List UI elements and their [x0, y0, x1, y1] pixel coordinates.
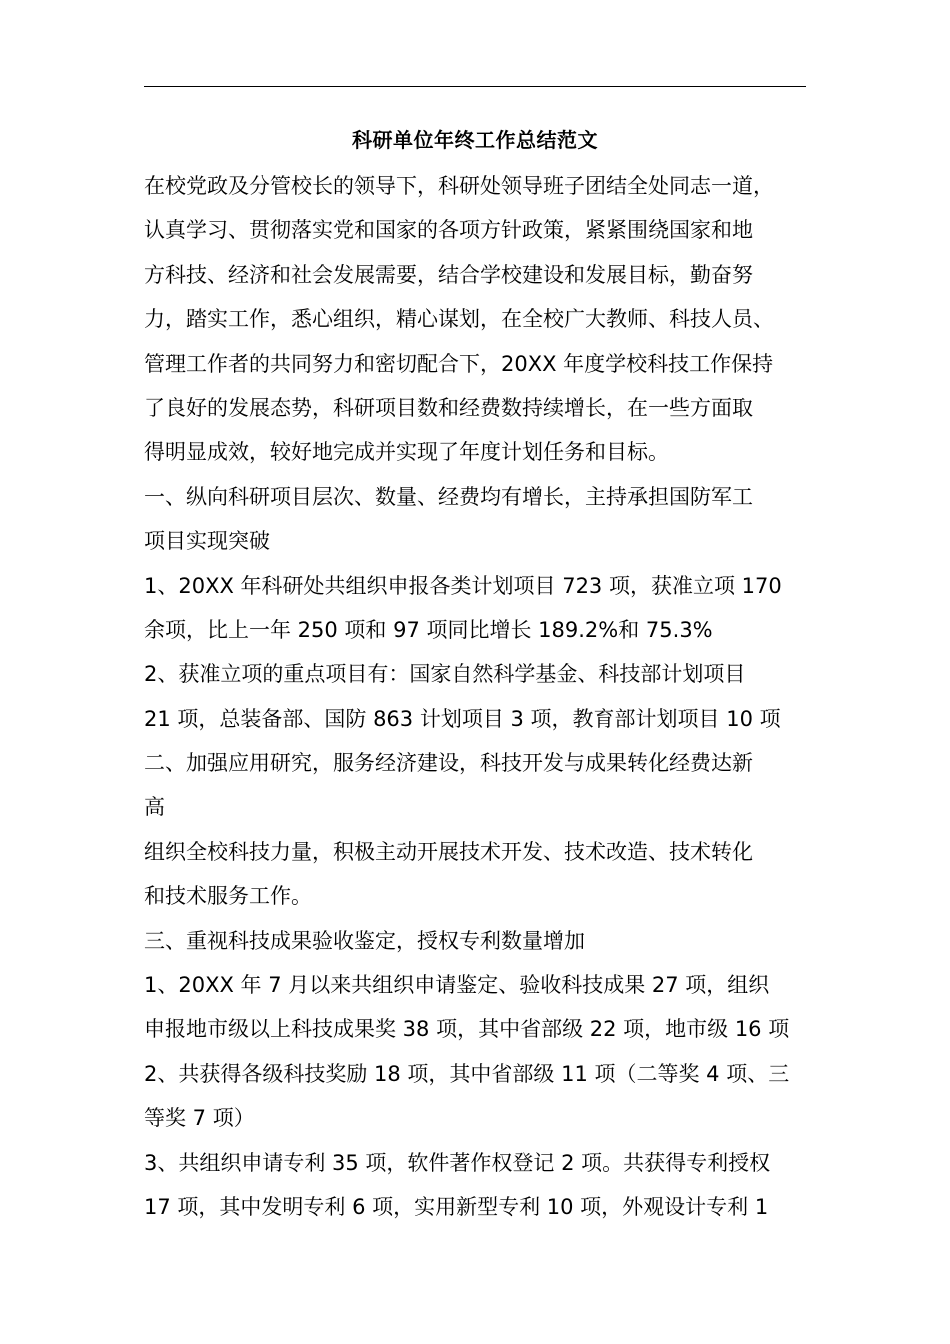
body-line: 1、20XX 年 7 月以来共组织申请鉴定、验收科技成果 27 项，组织 — [144, 973, 770, 998]
body-line: 组织全校科技力量，积极主动开展技术开发、技术改造、技术转化 — [144, 839, 753, 864]
body-line: 项目实现突破 — [144, 529, 270, 554]
body-line: 申报地市级以上科技成果奖 38 项，其中省部级 22 项，地市级 16 项 — [144, 1017, 790, 1042]
document-title: 科研单位年终工作总结范文 — [352, 128, 598, 152]
body-line: 余项，比上一年 250 项和 97 项同比增长 189.2%和 75.3% — [144, 617, 713, 642]
body-line: 高 — [144, 795, 165, 820]
body-line: 2、共获得各级科技奖励 18 项，其中省部级 11 项（二等奖 4 项、三 — [144, 1061, 790, 1086]
document-body — [144, 164, 810, 1229]
body-line: 在校党政及分管校长的领导下，科研处领导班子团结全处同志一道， — [144, 174, 774, 198]
body-line: 21 项，总装备部、国防 863 计划项目 3 项，教育部计划项目 10 项 — [144, 706, 781, 731]
body-line: 三、重视科技成果验收鉴定，授权专利数量增加 — [144, 928, 585, 953]
body-line: 了良好的发展态势，科研项目数和经费数持续增长，在一些方面取 — [144, 395, 753, 420]
header-rule — [144, 86, 806, 87]
body-line: 3、共组织申请专利 35 项，软件著作权登记 2 项。共获得专利授权 — [144, 1150, 771, 1175]
body-line: 1、20XX 年科研处共组织申报各类计划项目 723 项，获准立项 170 — [144, 573, 782, 598]
body-line: 17 项，其中发明专利 6 项，实用新型专利 10 项，外观设计专利 1 — [144, 1194, 769, 1219]
body-line: 方科技、经济和社会发展需要，结合学校建设和发展目标，勤奋努 — [144, 262, 753, 287]
body-line: 等奖 7 项） — [144, 1106, 255, 1131]
body-line: 一、纵向科研项目层次、数量、经费均有增长，主持承担国防军工 — [144, 484, 753, 509]
body-line: 2、获准立项的重点项目有：国家自然科学基金、科技部计划项目 — [144, 662, 746, 687]
body-line: 力，踏实工作，悉心组织，精心谋划，在全校广大教师、科技人员、 — [144, 307, 774, 332]
body-line: 二、加强应用研究，服务经济建设，科技开发与成果转化经费达新 — [144, 751, 753, 776]
body-line: 管理工作者的共同努力和密切配合下，20XX 年度学校科技工作保持 — [144, 351, 774, 376]
body-line: 和技术服务工作。 — [144, 884, 312, 909]
body-line: 认真学习、贯彻落实党和国家的各项方针政策，紧紧围绕国家和地 — [144, 218, 753, 243]
body-line: 得明显成效，较好地完成并实现了年度计划任务和目标。 — [144, 440, 669, 465]
